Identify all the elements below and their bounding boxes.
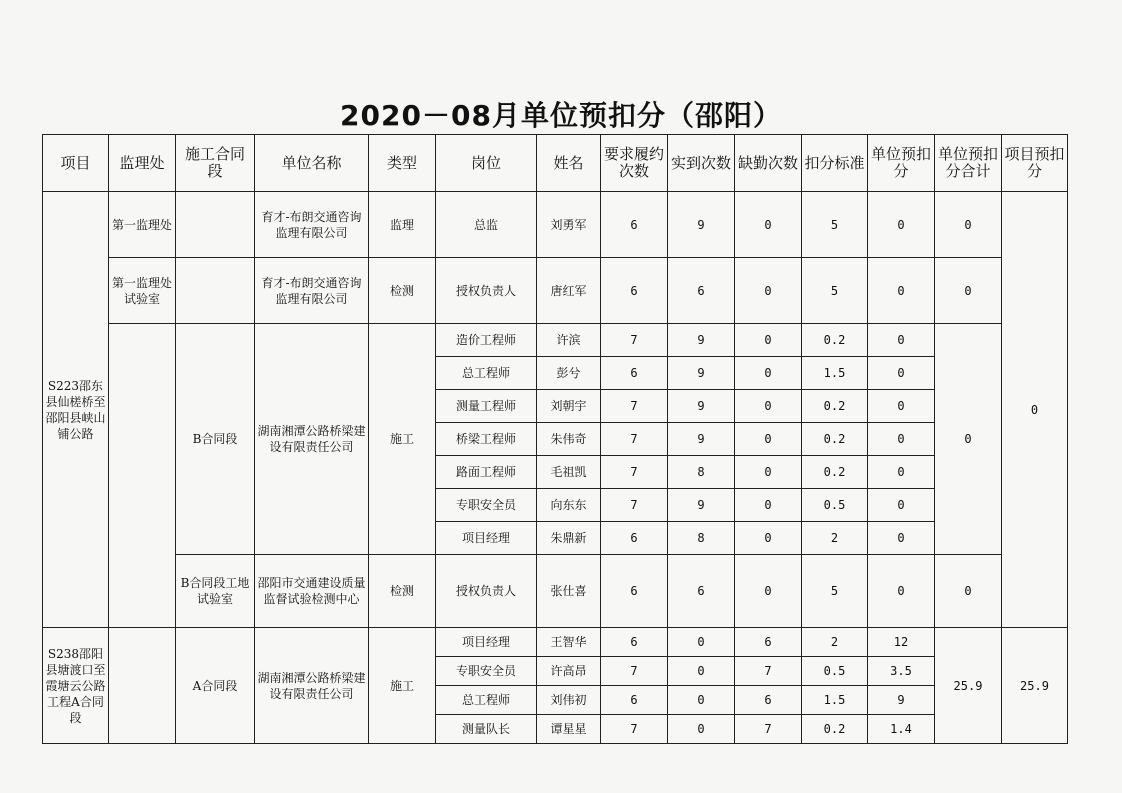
actual-cell: 9 [668, 390, 735, 423]
post-cell: 授权负责人 [436, 258, 537, 324]
person-name-cell: 张仕喜 [537, 555, 601, 628]
actual-cell: 0 [668, 715, 735, 744]
deduct-cell: 0 [868, 423, 935, 456]
absent-cell: 0 [735, 324, 802, 357]
required-cell: 6 [601, 555, 668, 628]
unit-total-cell: 0 [935, 192, 1002, 258]
unit-total-cell: 25.9 [935, 628, 1002, 744]
actual-cell: 9 [668, 192, 735, 258]
table-row [43, 628, 1068, 657]
standard-cell: 5 [802, 192, 868, 258]
required-cell: 7 [601, 456, 668, 489]
absent-cell: 6 [735, 628, 802, 657]
unit-total-cell: 0 [935, 324, 1002, 555]
type-cell: 施工 [369, 324, 436, 555]
required-cell: 6 [601, 628, 668, 657]
unit-total-cell: 0 [935, 555, 1002, 628]
standard-cell: 1.5 [802, 357, 868, 390]
post-cell: 授权负责人 [436, 555, 537, 628]
required-cell: 6 [601, 686, 668, 715]
deduct-cell: 0 [868, 555, 935, 628]
header-cell: 单位名称 [255, 135, 369, 192]
type-cell: 检测 [369, 555, 436, 628]
header-cell: 姓名 [537, 135, 601, 192]
post-cell: 路面工程师 [436, 456, 537, 489]
required-cell: 7 [601, 657, 668, 686]
person-name-cell: 刘朝宇 [537, 390, 601, 423]
actual-cell: 0 [668, 628, 735, 657]
unit-name-cell: 育才-布朗交通咨询监理有限公司 [255, 258, 369, 324]
contract-cell: B合同段 [176, 324, 255, 555]
required-cell: 6 [601, 357, 668, 390]
required-cell: 7 [601, 715, 668, 744]
deduct-cell: 3.5 [868, 657, 935, 686]
header-cell: 项目 [43, 135, 109, 192]
deduct-cell: 1.4 [868, 715, 935, 744]
project-name-cell: S238邵阳县塘渡口至霞塘云公路工程A合同段 [43, 628, 109, 744]
supervision-cell: 第一监理处 [109, 192, 176, 258]
absent-cell: 0 [735, 522, 802, 555]
deduct-cell: 0 [868, 522, 935, 555]
person-name-cell: 许滨 [537, 324, 601, 357]
header-cell: 项目预扣分 [1002, 135, 1068, 192]
header-cell: 缺勤次数 [735, 135, 802, 192]
post-cell: 桥梁工程师 [436, 423, 537, 456]
absent-cell: 0 [735, 192, 802, 258]
person-name-cell: 朱伟奇 [537, 423, 601, 456]
actual-cell: 0 [668, 657, 735, 686]
standard-cell: 1.5 [802, 686, 868, 715]
deduct-cell: 0 [868, 324, 935, 357]
deduct-cell: 12 [868, 628, 935, 657]
header-cell: 类型 [369, 135, 436, 192]
standard-cell: 5 [802, 258, 868, 324]
required-cell: 7 [601, 390, 668, 423]
deduct-cell: 0 [868, 456, 935, 489]
unit-name-cell: 湖南湘潭公路桥梁建设有限责任公司 [255, 324, 369, 555]
deduct-cell: 9 [868, 686, 935, 715]
project-deduct-cell: 25.9 [1002, 628, 1068, 744]
contract-cell: A合同段 [176, 628, 255, 744]
required-cell: 6 [601, 192, 668, 258]
deduct-cell: 0 [868, 258, 935, 324]
header-cell: 施工合同段 [176, 135, 255, 192]
standard-cell: 2 [802, 522, 868, 555]
actual-cell: 9 [668, 357, 735, 390]
header-row [43, 135, 1068, 192]
supervision-cell [109, 628, 176, 744]
type-cell: 监理 [369, 192, 436, 258]
person-name-cell: 向东东 [537, 489, 601, 522]
deduction-table [42, 134, 1068, 744]
header-cell: 监理处 [109, 135, 176, 192]
standard-cell: 0.2 [802, 456, 868, 489]
person-name-cell: 王智华 [537, 628, 601, 657]
standard-cell: 0.2 [802, 423, 868, 456]
contract-cell [176, 192, 255, 258]
required-cell: 7 [601, 489, 668, 522]
required-cell: 7 [601, 324, 668, 357]
actual-cell: 8 [668, 456, 735, 489]
person-name-cell: 唐红军 [537, 258, 601, 324]
actual-cell: 9 [668, 324, 735, 357]
project-deduct-cell: 0 [1002, 192, 1068, 628]
person-name-cell: 刘勇军 [537, 192, 601, 258]
type-cell: 施工 [369, 628, 436, 744]
absent-cell: 0 [735, 456, 802, 489]
standard-cell: 0.5 [802, 657, 868, 686]
contract-cell [176, 258, 255, 324]
actual-cell: 9 [668, 423, 735, 456]
type-cell: 检测 [369, 258, 436, 324]
standard-cell: 0.2 [802, 715, 868, 744]
unit-total-cell: 0 [935, 258, 1002, 324]
deduct-cell: 0 [868, 192, 935, 258]
header-cell: 单位预扣分 [868, 135, 935, 192]
deduct-cell: 0 [868, 489, 935, 522]
page-title: 2020－08月单位预扣分（邵阳） [340, 99, 782, 132]
supervision-cell: 第一监理处试验室 [109, 258, 176, 324]
post-cell: 总工程师 [436, 686, 537, 715]
post-cell: 项目经理 [436, 628, 537, 657]
unit-name-cell: 育才-布朗交通咨询监理有限公司 [255, 192, 369, 258]
person-name-cell: 朱鼎新 [537, 522, 601, 555]
standard-cell: 0.5 [802, 489, 868, 522]
table-row [43, 258, 1068, 324]
absent-cell: 7 [735, 715, 802, 744]
deduct-cell: 0 [868, 390, 935, 423]
absent-cell: 6 [735, 686, 802, 715]
post-cell: 测量队长 [436, 715, 537, 744]
contract-cell: B合同段工地试验室 [176, 555, 255, 628]
actual-cell: 9 [668, 489, 735, 522]
table-row [43, 555, 1068, 628]
standard-cell: 5 [802, 555, 868, 628]
header-cell: 要求履约次数 [601, 135, 668, 192]
deduct-cell: 0 [868, 357, 935, 390]
post-cell: 总监 [436, 192, 537, 258]
absent-cell: 0 [735, 423, 802, 456]
post-cell: 专职安全员 [436, 657, 537, 686]
header-cell: 岗位 [436, 135, 537, 192]
person-name-cell: 彭兮 [537, 357, 601, 390]
standard-cell: 0.2 [802, 324, 868, 357]
project-name-cell: S223邵东县仙槎桥至邵阳县峡山铺公路 [43, 192, 109, 628]
required-cell: 7 [601, 423, 668, 456]
absent-cell: 0 [735, 357, 802, 390]
actual-cell: 0 [668, 686, 735, 715]
absent-cell: 0 [735, 258, 802, 324]
post-cell: 造价工程师 [436, 324, 537, 357]
table-row [43, 324, 1068, 357]
required-cell: 6 [601, 522, 668, 555]
standard-cell: 0.2 [802, 390, 868, 423]
actual-cell: 6 [668, 258, 735, 324]
post-cell: 总工程师 [436, 357, 537, 390]
table-row [43, 192, 1068, 258]
header-cell: 扣分标准 [802, 135, 868, 192]
absent-cell: 7 [735, 657, 802, 686]
absent-cell: 0 [735, 390, 802, 423]
header-cell: 实到次数 [668, 135, 735, 192]
required-cell: 6 [601, 258, 668, 324]
actual-cell: 8 [668, 522, 735, 555]
unit-name-cell: 邵阳市交通建设质量监督试验检测中心 [255, 555, 369, 628]
absent-cell: 0 [735, 489, 802, 522]
header-cell: 单位预扣分合计 [935, 135, 1002, 192]
person-name-cell: 许高昂 [537, 657, 601, 686]
absent-cell: 0 [735, 555, 802, 628]
person-name-cell: 谭星星 [537, 715, 601, 744]
actual-cell: 6 [668, 555, 735, 628]
post-cell: 项目经理 [436, 522, 537, 555]
standard-cell: 2 [802, 628, 868, 657]
person-name-cell: 刘伟初 [537, 686, 601, 715]
post-cell: 专职安全员 [436, 489, 537, 522]
person-name-cell: 毛祖凯 [537, 456, 601, 489]
unit-name-cell: 湖南湘潭公路桥梁建设有限责任公司 [255, 628, 369, 744]
post-cell: 测量工程师 [436, 390, 537, 423]
supervision-cell [109, 324, 176, 628]
